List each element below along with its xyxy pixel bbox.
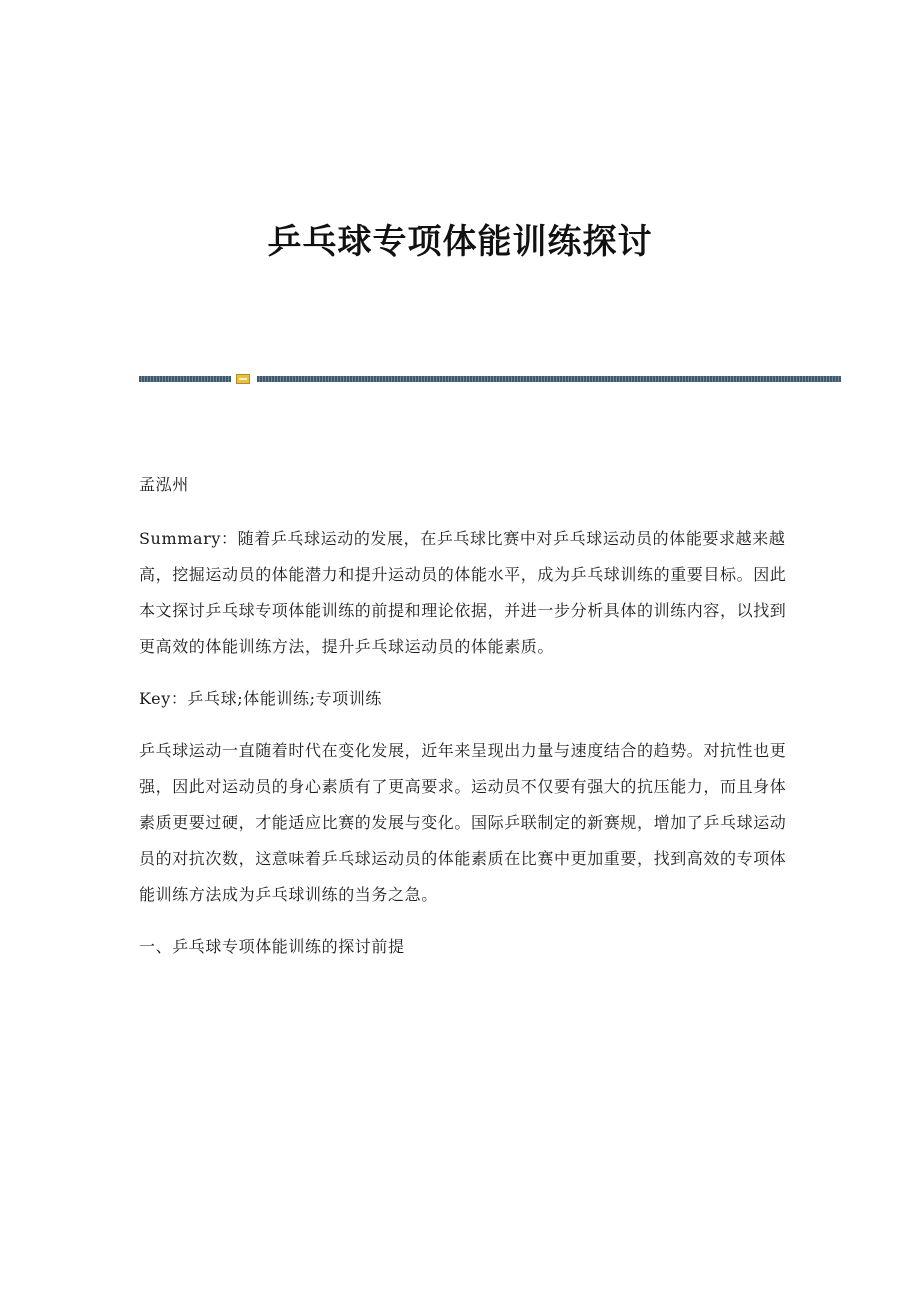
divider-ornament-icon: [236, 374, 250, 384]
section-heading: 一、乒乓球专项体能训练的探讨前提: [139, 937, 405, 956]
divider-bar-left: [139, 376, 231, 382]
document-title: 乒乓球专项体能训练探讨: [267, 222, 653, 262]
keywords-line: Key：乒乓球;体能训练;专项训练: [139, 689, 383, 708]
body-paragraph: 乒乓球运动一直随着时代在变化发展，近年来呈现出力量与速度结合的趋势。对抗性也更强，因此对运动员的身心素质有了更高要求。运动员不仅要有强大的抗压能力，而且身体素质更要过硬，才能适应比赛的发展与变化。国际乒联制定的新赛规，增加了乒乓球运动员的对抗次数，这意味着乒乓球运动员的体能素质在比赛中更加重要，找到高效的专项体能训练方法成为乒乓球训练的当务之急。: [139, 741, 787, 904]
summary-paragraph: Summary：随着乒乓球运动的发展，在乒乓球比赛中对乒乓球运动员的体能要求越来越高，挖掘运动员的体能潜力和提升运动员的体能水平，成为乒乓球训练的重要目标。因此本文探讨乒乓球专项体能训练的前提和理论依据，并进一步分析具体的训练内容，以找到更高效的体能训练方法，提升乒乓球运动员的体能素质。: [139, 529, 787, 656]
document-body: [139, 467, 789, 965]
title-divider: [139, 375, 841, 384]
divider-bar-right: [257, 376, 841, 382]
author-name: 孟泓州: [139, 475, 189, 494]
